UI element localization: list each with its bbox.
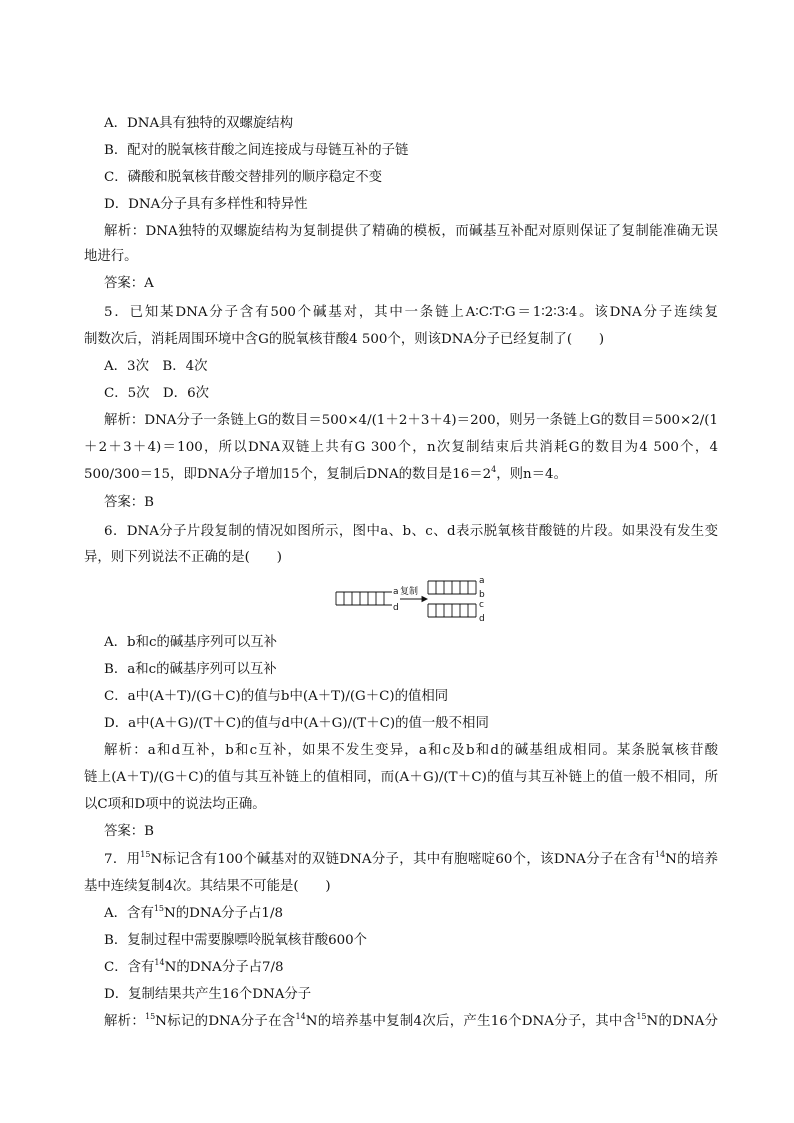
- q6-stem-line1: 6．DNA分子片段复制的情况如图所示，图中a、b、c、d表示脱氧核苷酸链的片段。如果没有发生变: [104, 524, 718, 539]
- replication-arrow-icon: [400, 597, 427, 602]
- daughter-label-d: d: [479, 614, 485, 624]
- q7-stem-line1: 7．用$^{15}$N标记含有100个碱基对的双链DNA分子，其中有胞嘧啶60个，该DNA分子在含有$^{14}$N的培养: [104, 850, 718, 867]
- q5-options-cd: C．5次 D．6次: [104, 386, 209, 401]
- q6-option-d: D．a中(A＋G)/(T＋C)的值与d中(A＋G)/(T＋C)的值一般不相同: [104, 716, 489, 731]
- daughter-label-c: c: [479, 600, 484, 610]
- q6-option-c: C．a中(A＋T)/(G＋C)的值与b中(A＋T)/(G＋C)的值相同: [104, 689, 449, 704]
- arrow-label: 复制: [400, 587, 419, 597]
- q5-analysis-line3: 500/300＝15，即DNA分子增加15个，复制后DNA的数目是$16=2^4$，则n＝4。: [84, 465, 567, 482]
- q5-stem-line1: 5．已知某DNA分子含有500个碱基对，其中一条链上A∶C∶T∶G＝1∶2∶3∶4。该DNA分子连续复: [104, 305, 718, 320]
- dna-replication-diagram: [330, 574, 490, 624]
- q7-stem-line2: 基中连续复制4次。其结果不可能是( ): [84, 879, 331, 894]
- q5-options-ab: A．3次 B．4次: [104, 359, 208, 374]
- q6-analysis-line2: 链上(A＋T)/(G＋C)的值与其互补链上的值相同，而(A＋G)/(T＋C)的值与其互补链上的值一般不相同，所: [84, 770, 718, 785]
- q7-option-a: A．含有$^{15}$N的DNA分子占1/8: [104, 904, 283, 921]
- q4-analysis-line1: 解析：DNA独特的双螺旋结构为复制提供了精确的模板，而碱基互补配对原则保证了复制能准确无误: [104, 224, 718, 239]
- daughter-label-a: a: [479, 576, 485, 586]
- q6-option-b: B．a和c的碱基序列可以互补: [104, 662, 277, 677]
- q4-answer: 答案：A: [104, 276, 154, 291]
- q5-answer: 答案：B: [104, 495, 155, 510]
- parent-label-a: a: [393, 587, 399, 597]
- q6-analysis-line3: 以C项和D项中的说法均正确。: [84, 797, 266, 812]
- q4-option-b: B．配对的脱氧核苷酸之间连接成与母链互补的子链: [104, 143, 409, 158]
- q4-option-c: C．磷酸和脱氧核苷酸交替排列的顺序稳定不变: [104, 170, 383, 185]
- q6-analysis-line1: 解析：a和d互补，b和c互补，如果不发生变异，a和c及b和d的碱基组成相同。某条脱氧核苷酸: [104, 743, 718, 758]
- daughter-label-b: b: [479, 590, 485, 600]
- q6-option-a: A．b和c的碱基序列可以互补: [104, 635, 278, 650]
- q4-option-a: A．DNA具有独特的双螺旋结构: [104, 116, 294, 131]
- q6-stem-line2: 异，则下列说法不正确的是( ): [84, 550, 282, 565]
- q7-option-d: D．复制结果共产生16个DNA分子: [104, 987, 312, 1002]
- parent-label-d: d: [393, 603, 399, 613]
- q5-analysis-line1: 解析：DNA分子一条链上G的数目＝500×4/(1＋2＋3＋4)＝200，则另一条链上G的数目＝500×2/(1: [104, 413, 718, 428]
- q4-analysis-line2: 地进行。: [84, 249, 138, 264]
- daughter-strand-pair-2: [428, 604, 476, 617]
- q7-option-b: B．复制过程中需要腺嘌呤脱氧核苷酸600个: [104, 933, 368, 948]
- q4-option-d: D．DNA分子具有多样性和特异性: [104, 197, 308, 212]
- q7-analysis-line1: 解析：$^{15}$N标记的DNA分子在含$^{14}$N的培养基中复制4次后，产生16个DNA分子，其中含$^{15}$N的DNA分: [104, 1012, 719, 1029]
- daughter-strand-pair-1: [428, 581, 476, 594]
- q5-analysis-line2: ＋2＋3＋4)＝100，所以DNA双链上共有G 300个，n次复制结束后共消耗G的数目为4 500个，4: [84, 440, 718, 455]
- q5-stem-line2: 制数次后，消耗周围环境中含G的脱氧核苷酸4 500个，则该DNA分子已经复制了( ): [84, 332, 605, 347]
- q7-option-c: C．含有$^{14}$N的DNA分子占7/8: [104, 958, 284, 975]
- parent-strand-pair: [336, 592, 392, 605]
- q6-answer: 答案：B: [104, 824, 155, 839]
